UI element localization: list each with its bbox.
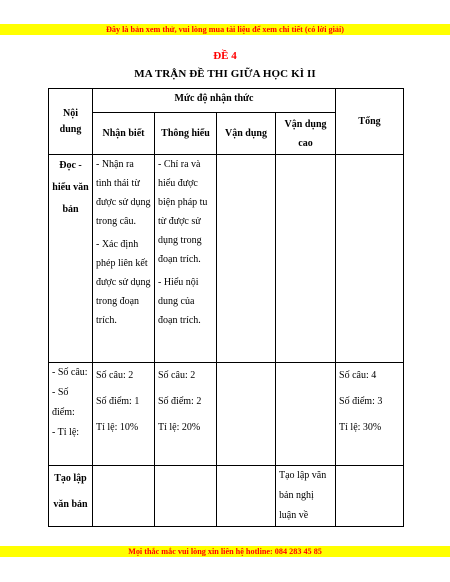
header-nhan-biet: Nhận biết — [93, 113, 155, 155]
row-so-cau-labels — [49, 363, 93, 466]
cell-tl-vdc: Tạo lập văn bản nghị luận về — [276, 466, 336, 527]
header-tong: Tổng — [336, 89, 404, 155]
page-title: MA TRẬN ĐỀ THI GIỮA HỌC KÌ II — [134, 68, 316, 80]
nb-item-1: - Nhận ra tình thái từ được sử dụng trong câu. — [96, 159, 151, 227]
header-van-dung-cao: Vận dụng cao — [276, 113, 336, 155]
cell-tl-nb — [93, 466, 155, 527]
th-ti-le: Tỉ lệ: 20% — [158, 422, 201, 433]
row-doc-hieu-label: Đọc - hiểu văn bản — [49, 155, 93, 363]
nb-so-diem: Số điểm: 1 — [96, 396, 140, 407]
cell-thong-hieu — [155, 155, 217, 363]
preview-banner: Đây là bản xem thử, vui lòng mua tài liệu để xem chi tiết (có lời giải) — [0, 24, 450, 35]
header-noi-dung: Nội dung — [49, 89, 93, 155]
cell-vd-totals — [217, 363, 276, 466]
header-van-dung: Vận dụng — [217, 113, 276, 155]
cell-tl-vd — [217, 466, 276, 527]
cell-vdc-totals — [276, 363, 336, 466]
label-so-cau: - Số câu: — [52, 367, 88, 378]
cell-van-dung-cao — [276, 155, 336, 363]
cell-nhan-biet — [93, 155, 155, 363]
th-so-cau: Số câu: 2 — [158, 370, 196, 381]
tong-ti-le: Tỉ lệ: 30% — [339, 422, 382, 433]
cell-tl-tong — [336, 466, 404, 527]
tong-so-cau: Số câu: 4 — [339, 370, 377, 381]
header-thong-hieu: Thông hiểu — [155, 113, 217, 155]
nb-so-cau: Số câu: 2 — [96, 370, 134, 381]
exam-matrix-table — [48, 88, 404, 527]
label-so-diem: - Số điểm: — [52, 387, 75, 418]
nb-ti-le: Tỉ lệ: 10% — [96, 422, 139, 433]
th-item-1: - Chỉ ra và hiểu được biện pháp tu từ được sử dụng trong đoạn trích. — [158, 159, 208, 265]
exam-label: ĐỀ 4 — [213, 50, 237, 62]
cell-van-dung — [217, 155, 276, 363]
hotline-banner: Mọi thắc mắc vui lòng xin liên hệ hotline: 084 283 45 85 — [0, 546, 450, 557]
row-tao-lap-label: Tạo lập văn bản — [49, 466, 93, 527]
cell-tong — [336, 155, 404, 363]
th-so-diem: Số điểm: 2 — [158, 396, 202, 407]
cell-th-totals — [155, 363, 217, 466]
tong-so-diem: Số điểm: 3 — [339, 396, 383, 407]
nb-item-2: - Xác định phép liên kết được sử dụng trong đoạn trích. — [96, 239, 151, 326]
cell-tong-totals — [336, 363, 404, 466]
cell-nb-totals — [93, 363, 155, 466]
th-item-2: - Hiểu nội dung của đoạn trích. — [158, 277, 201, 326]
cell-tl-th — [155, 466, 217, 527]
label-ti-le: - Tỉ lệ: — [52, 427, 80, 438]
header-muc-do: Mức độ nhận thức — [93, 89, 336, 113]
